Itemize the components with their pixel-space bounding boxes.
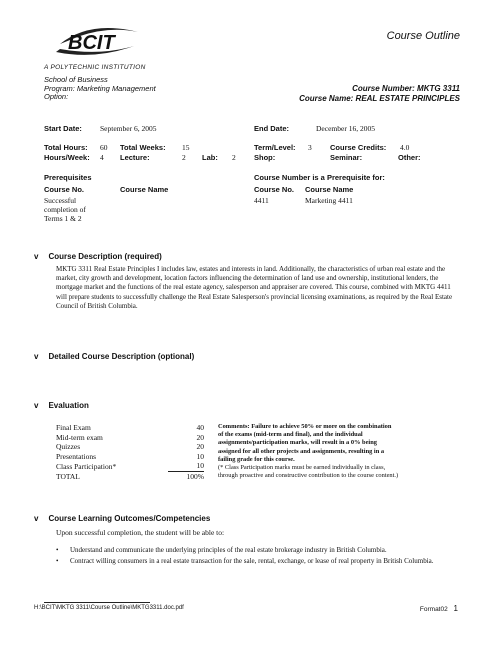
end-date-label: End Date: xyxy=(254,124,290,133)
tagline: A POLYTECHNIC INSTITUTION xyxy=(44,64,146,71)
footer-path: H:\BCIT\MKTG 3311\Course Outline\MKTG3311.doc.pdf xyxy=(34,605,184,611)
term-value: 3 xyxy=(308,143,312,152)
course-name: Course Name: REAL ESTATE PRINCIPLES xyxy=(299,93,460,103)
credits-value: 4.0 xyxy=(400,143,410,152)
course-number: Course Number: MKTG 3311 xyxy=(352,84,460,93)
outcomes-heading: Course Learning Outcomes/Competencies xyxy=(48,514,211,523)
prereq-entry-line: Successful xyxy=(44,196,77,205)
eval-label: Final Exam xyxy=(56,423,91,433)
footer-divider xyxy=(44,602,150,603)
eval-label: Class Participation* xyxy=(56,461,117,471)
program-name: Program: Marketing Management xyxy=(44,83,156,93)
comments-line: of the exams (mid-term and final), and the individual xyxy=(218,431,363,439)
evaluation-table xyxy=(56,423,204,481)
comments-line: failing grade for this course. xyxy=(218,455,295,463)
lecture-label: Lecture: xyxy=(120,153,150,162)
eval-value: 40 xyxy=(196,423,204,433)
table-row xyxy=(56,433,204,443)
outcomes-section xyxy=(34,514,210,523)
eval-value: 20 xyxy=(196,432,204,442)
footer-page-info xyxy=(420,604,458,613)
prereq-course-name-label: Course Name xyxy=(120,185,169,194)
bcit-logo xyxy=(50,22,145,62)
prereq-for-course-name-label: Course Name xyxy=(305,185,354,194)
table-row xyxy=(56,461,204,471)
bullet-icon: • xyxy=(56,557,59,565)
comments-line: (* Class Participation marks must be earned individually in class, xyxy=(218,464,386,472)
eval-value: 100% xyxy=(186,471,204,481)
course-description-section xyxy=(34,252,162,261)
course-description-text: MKTG 3311 Real Estate Principles I includes law, estates and interests in land. Additionally, the characteristics of urban real estate and the market, city growth and development, location factors influencing the determination of land use and ownership, institutional lenders, the mortgage market and the functions of the real estate agency, salesperson and appraiser are covered. This course, combined with MKTG 4411 will prepare students to successfully challenge the Real Estate Salesperson's provincial licensing examinations, as required by the Real Estate Council of British Columbia. xyxy=(56,265,453,310)
table-row xyxy=(56,452,204,462)
credits-label: Course Credits: xyxy=(330,143,387,152)
eval-value: 10 xyxy=(196,451,204,461)
eval-label: TOTAL xyxy=(56,471,80,481)
checkmark-icon: v xyxy=(34,352,39,361)
course-description-heading: Course Description (required) xyxy=(48,252,162,261)
evaluation-comments xyxy=(218,423,480,480)
checkmark-icon: v xyxy=(34,252,39,261)
detailed-description-heading: Detailed Course Description (optional) xyxy=(48,352,195,361)
table-row xyxy=(56,423,204,433)
school-name: School of Business xyxy=(44,75,108,84)
term-label: Term/Level: xyxy=(254,143,296,152)
checkmark-icon: v xyxy=(34,401,39,410)
total-weeks-label: Total Weeks: xyxy=(120,143,166,152)
comments-line: assigned for all other projects and assignments, resulting in a xyxy=(218,447,385,455)
prereq-entry xyxy=(44,196,86,223)
logo-text: BCIT xyxy=(68,32,115,54)
prereq-for-course-no-label: Course No. xyxy=(254,185,295,194)
table-row xyxy=(56,442,204,452)
outcome-text: Contract willing consumers in a real estate transaction for the sale, rental, exchange, or lease of real property in British Columbia. xyxy=(70,557,434,565)
course-identity xyxy=(299,84,460,103)
eval-value: 10 xyxy=(168,461,204,471)
start-date-label: Start Date: xyxy=(44,124,82,133)
prereq-entry-line: Terms 1 & 2 xyxy=(44,214,82,223)
outcomes-intro: Upon successful completion, the student will be able to: xyxy=(56,528,225,537)
total-weeks-value: 15 xyxy=(182,143,190,152)
school-info xyxy=(44,76,156,102)
prerequisites-heading: Prerequisites xyxy=(44,173,92,182)
seminar-label: Seminar: xyxy=(330,153,363,162)
outcomes-list xyxy=(56,546,456,566)
shop-label: Shop: xyxy=(254,153,276,162)
option-label: Option: xyxy=(44,92,69,101)
lecture-value: 2 xyxy=(182,153,186,162)
list-item xyxy=(56,557,456,566)
checkmark-icon: v xyxy=(34,514,39,523)
document-title: Course Outline xyxy=(386,30,460,42)
page-number: 1 xyxy=(453,604,458,613)
comments-line: assignments/participation marks, will result in a 0% being xyxy=(218,439,377,447)
eval-label: Presentations xyxy=(56,451,96,461)
start-date-value: September 6, 2005 xyxy=(100,124,157,133)
eval-label: Mid-term exam xyxy=(56,432,103,442)
lab-label: Lab: xyxy=(202,153,218,162)
prereq-for-course-name: Marketing 4411 xyxy=(305,196,353,205)
lab-value: 2 xyxy=(232,153,236,162)
other-label: Other: xyxy=(398,153,421,162)
eval-value: 20 xyxy=(196,442,204,452)
outcome-text: Understand and communicate the underlying principles of the real estate brokerage industry in British Columbia. xyxy=(70,546,387,554)
prereq-course-no-label: Course No. xyxy=(44,185,85,194)
detailed-description-section xyxy=(34,352,194,361)
prereq-for-course-no: 4411 xyxy=(254,196,269,205)
footer-form: Format02 xyxy=(419,606,448,613)
comments-line: Comments: Failure to achieve 50% or more on the combination xyxy=(218,423,392,430)
prereq-for-heading: Course Number is a Prerequisite for: xyxy=(254,173,385,182)
bullet-icon: • xyxy=(56,546,59,554)
eval-label: Quizzes xyxy=(56,442,81,452)
hours-week-label: Hours/Week: xyxy=(44,153,90,162)
table-row xyxy=(56,471,204,481)
total-hours-value: 60 xyxy=(100,143,108,152)
total-hours-label: Total Hours: xyxy=(44,143,88,152)
end-date-value: December 16, 2005 xyxy=(316,124,375,133)
comments-line: through proactive and constructive contribution to the course content.) xyxy=(218,472,399,480)
prereq-entry-line: completion of xyxy=(44,205,86,214)
list-item xyxy=(56,546,456,555)
hours-week-value: 4 xyxy=(100,153,104,162)
evaluation-section xyxy=(34,401,89,410)
evaluation-heading: Evaluation xyxy=(48,401,89,410)
